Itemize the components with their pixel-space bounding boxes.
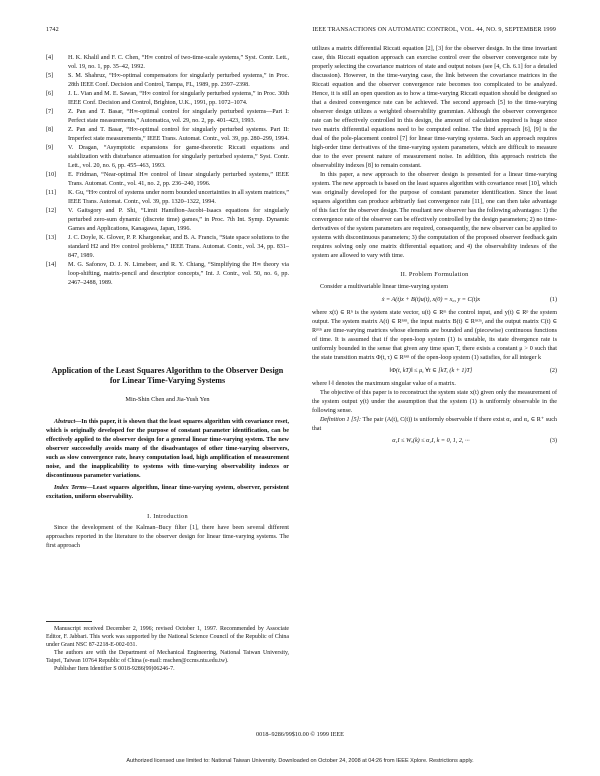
reference-item — [46, 108, 289, 126]
footnote-publisher-id: Publisher Item Identifier S 0018-9286(99)06246-7. — [54, 666, 175, 673]
reference-number: [5] — [46, 73, 54, 79]
index-terms-label: Index Terms— — [54, 485, 93, 491]
section-heading: II. Problem Formulation — [400, 271, 469, 278]
reference-number: [11] — [46, 190, 57, 196]
reference-item — [46, 189, 289, 207]
equation-body: ẋ = A(t)x + B(t)u(t), x(0) = x₀, y = C(t)x — [381, 297, 481, 303]
definition-text: The pair (A(t), C(t)) is uniformly observable if there exist α₁ and α₂ ∈ R⁺ such that — [312, 417, 558, 432]
reference-text: M. G. Safonov, D. J. N. Limebeer, and R. Y. Chiang, “Simplifying the H∞ theory via loop-shifting, matrix-pencil and descriptor concepts,” Int. J. Contr., vol. 50, no. 6, pp. 2467–2488, 1989. — [68, 262, 289, 286]
paper-title: Application of the Least Squares Algorithm to the Observer Design for Linear Time-Varying Systems — [51, 366, 284, 385]
reference-item — [46, 261, 289, 288]
reference-text: E. Fridman, “Near-optimal H∞ control of linear singularly perturbed systems,” IEEE Trans. Automat. Contr., vol. 41, no. 2, pp. 236–240, 1996. — [68, 172, 289, 187]
footnote-affiliation: The authors are with the Department of Mechanical Engineering, National Taiwan University, Taipei, Taiwan 10764 Republic of China (e-mail: mschen@ccms.ntu.edu.tw). — [46, 650, 289, 665]
paragraph: Consider a multivariable linear time-varying system — [320, 284, 449, 290]
copyright-line: 0018–9286/99$10.00 © 1999 IEEE — [256, 731, 344, 738]
footnotes — [46, 625, 289, 674]
equation-body: α₁I ≤ Wₒ(k) ≤ α₂I, k = 0, 1, 2, ··· — [392, 438, 470, 444]
paper-heading-block — [46, 366, 289, 551]
equation-body: ‖Φ(t, kT)‖ ≤ μ, ∀t ∈ [kT, (k + 1)T] — [389, 368, 473, 374]
license-notice: Authorized licensed use limited to: National Taiwan University. Downloaded on October 24, 2008 at 04:26 from IEEE Xplore. Restrictions apply. — [126, 758, 474, 764]
reference-item — [46, 207, 289, 234]
reference-text: H. K. Khalil and F. C. Chen, “H∞ control of two-time-scale systems,” Syst. Contr. Lett., vol. 19, no. 1, pp. 35–42, 1992. — [68, 55, 289, 70]
footnote-manuscript: Manuscript received December 2, 1996; revised October 1, 1997. Recommended by Associate Editor, F. Jabbari. This work was supported by the National Science Council of the Republic of China under Grant NSC 87-2218-E-002-031. — [46, 626, 289, 649]
reference-text: V. Gaitsgory and P. Shi, “Limit Hamilton–Jacobi–Isaacs equations for singularly perturbed zero-sum dynamic (discrete time) games,” in Proc. 7th Int. Symp. Dynamic Games and Applications, Kanagawa, Japan, 1996. — [68, 208, 289, 232]
left-column — [46, 54, 289, 288]
reference-item — [46, 72, 289, 90]
reference-number: [9] — [46, 145, 54, 151]
reference-list — [46, 54, 289, 288]
reference-item — [46, 126, 289, 144]
equation — [312, 296, 557, 305]
reference-number: [14] — [46, 262, 57, 268]
reference-item — [46, 90, 289, 108]
abstract-label: Abstract— — [54, 419, 82, 425]
reference-number: [6] — [46, 91, 54, 97]
paper-authors: Min-Shin Chen and Jia-Yush Yen — [125, 396, 210, 403]
definition — [312, 416, 557, 434]
reference-text: J. L. Vian and M. E. Sawan, “H∞ control for singularly perturbed systems,” in Proc. 30th IEEE Conf. Decision and Control, Brighton, U.K., 1991, pp. 1072–1074. — [68, 91, 289, 106]
paragraph: utilizes a matrix differential Riccati equation [2], [3] for the observer design. In the time invariant case, this Riccati equation approach can exercise control over the observer convergence rate by properly selecting the covariance matrices of state and output noises (see [4, Ch. 6.1] for a detailed discussion). However, in the time-varying case, the link between the covariance matrices in the Riccati equation and the observer convergence rate becomes too complicated to be analyzed. Hence, it is still an open question as to how a time-varying Riccati equation should be designed so that a desired convergence rate can be achieved. The second approach [5] to the time-varying observer design utilizes a weighted observability grammian. Although the observer convergence rate can be effectively controlled in this design, the amount of calculation required is huge since two matrix differential equations need to be computed online. The third approach [6], [9] is the dual of the pole-placement control [7] for linear time-varying systems. Such an approach requires high-order time derivatives of the time-varying system parameters, which are difficult to measure due to the ever present nature of measurement noise. In addition, this approach restricts the observability indexes [8] to remain constant. — [312, 46, 557, 169]
equation-number: (3) — [549, 438, 557, 444]
index-terms-text: Least squares algorithm, linear time-varying system, observer, persistent excitation, uniform observability. — [46, 485, 289, 500]
page-number: 1742 — [46, 26, 59, 33]
paragraph: where x(t) ∈ Rⁿ is the system state vector, u(t) ∈ Rᵐ the control input, and y(t) ∈ Rᵖ the system output. The system matrix A(t) ∈ Rⁿˣⁿ, the input matrix B(t) ∈ Rⁿˣᵐ, and the output matrix C(t) ∈ Rᵖˣⁿ are time-varying matrices whose elements are bounded and (piecewise) continuous functions of time. It is assumed that if the open-loop system (1) is unstable, its state divergence rate is uniformly bounded in the sense that given any time span T, there exists a constant μ > 0 such that the state transition matrix Φ(t, τ) ∈ Rⁿˣⁿ of the open-loop system (1) satisfies, for all integer k — [312, 310, 557, 361]
reference-item — [46, 171, 289, 189]
paragraph: where ‖·‖ denotes the maximum singular value of a matrix. — [312, 381, 456, 387]
running-header: IEEE TRANSACTIONS ON AUTOMATIC CONTROL, VOL. 44, NO. 9, SEPTEMBER 1999 — [312, 26, 556, 33]
reference-number: [10] — [46, 172, 57, 178]
equation-number: (1) — [549, 297, 557, 303]
reference-item — [46, 144, 289, 171]
reference-number: [7] — [46, 109, 54, 115]
equation — [312, 367, 557, 376]
reference-number: [4] — [46, 55, 54, 61]
reference-text: K. Gu, “H∞ control of systems under norm bounded uncertainties in all system matrices,” IEEE Trans. Automat. Contr., vol. 39, pp. 1320–1322, 1994. — [68, 190, 289, 205]
reference-text: Z. Pan and T. Basar, “H∞-optimal control for singularly perturbed systems. Part II: Imperfect state measurements,” IEEE Trans. Automat. Contr., vol. 39, pp. 280–299, 1994. — [68, 127, 289, 142]
equation-number: (2) — [549, 368, 557, 374]
reference-text: J. C. Doyle, K. Glover, P. P. Khargonekar, and B. A. Francis, “State space solutions to the standard H2 and H∞ control problems,” IEEE Trans. Automat. Contr., vol. 34, pp. 831–847, 1989. — [68, 235, 289, 259]
reference-item — [46, 234, 289, 261]
definition-label: Definition 1 [5]: — [320, 417, 362, 423]
paragraph: In this paper, a new approach to the observer design is presented for a linear time-varying system. The new approach is based on the least squares algorithm with covariance reset [10], which was originally developed for the purpose of constant parameter identification. Since the least squares algorithm can produce arbitrarily fast convergence rate [11], one can then take advantage of this fact for the observer design. The resultant new observer has the following advantages: 1) the convergence rate of the observer can be effectively controlled by the design parameters; 2) no time-derivatives of the system parameters are required, consequently, the new observer can be applied to systems with discontinuous parameters; 3) the computation of the proposed observer feedback gain requires solving only one matrix differential equation; and 4) the observability indexes of the system are allowed to vary with time. — [312, 172, 557, 259]
section-heading: I. Introduction — [147, 513, 188, 520]
paragraph: The objective of this paper is to reconstruct the system state x(t) given only the measurement of the system output y(t) under the assumption that the system (1) is uniformly observable in the following sense. — [312, 390, 557, 414]
reference-item — [46, 54, 289, 72]
reference-text: Z. Pan and T. Basar, “H∞-optimal control for singularly perturbed systems—Part I: Perfect state measurements,” Automatica, vol. 29, no. 2, pp. 401–423, 1993. — [68, 109, 289, 124]
reference-number: [12] — [46, 208, 57, 214]
right-column — [312, 45, 557, 449]
reference-text: S. M. Shahruz, “H∞-optimal compensators for singularly perturbed systems,” in Proc. 28th IEEE Conf. Decision and Control, Tampa, FL, 1989, pp. 2397–2398. — [68, 73, 289, 88]
abstract-text: In this paper, it is shown that the least squares algorithm with covariance reset, which is originally developed for the purpose of constant parameter identification, can be effectively applied to the observer design for a general linear time-varying system. The new observer successfully avoids many of the disadvantages of other time-varying observers, such as slow convergence rate, heavy computation load, high amplification of measurement noise, and the inapplicability to systems with time-varying observability indexes or discontinuous parameter variations. — [46, 419, 289, 479]
reference-text: V. Dragan, “Asymptotic expansions for game-theoretic Riccati equations and stabilization with disturbance attenuation for singularly perturbed systems,” Syst. Contr. Lett., vol. 20, no. 6, pp. 455–463, 1993. — [68, 145, 289, 169]
index-terms — [46, 484, 289, 502]
reference-number: [8] — [46, 127, 54, 133]
reference-number: [13] — [46, 235, 57, 241]
intro-paragraph: Since the development of the Kalman–Bucy filter [1], there have been several different approaches reported in the literature to the observer design for linear time-varying systems. The first approach — [46, 525, 289, 549]
equation — [312, 437, 557, 446]
abstract — [46, 418, 289, 481]
footnote-rule — [46, 621, 92, 622]
